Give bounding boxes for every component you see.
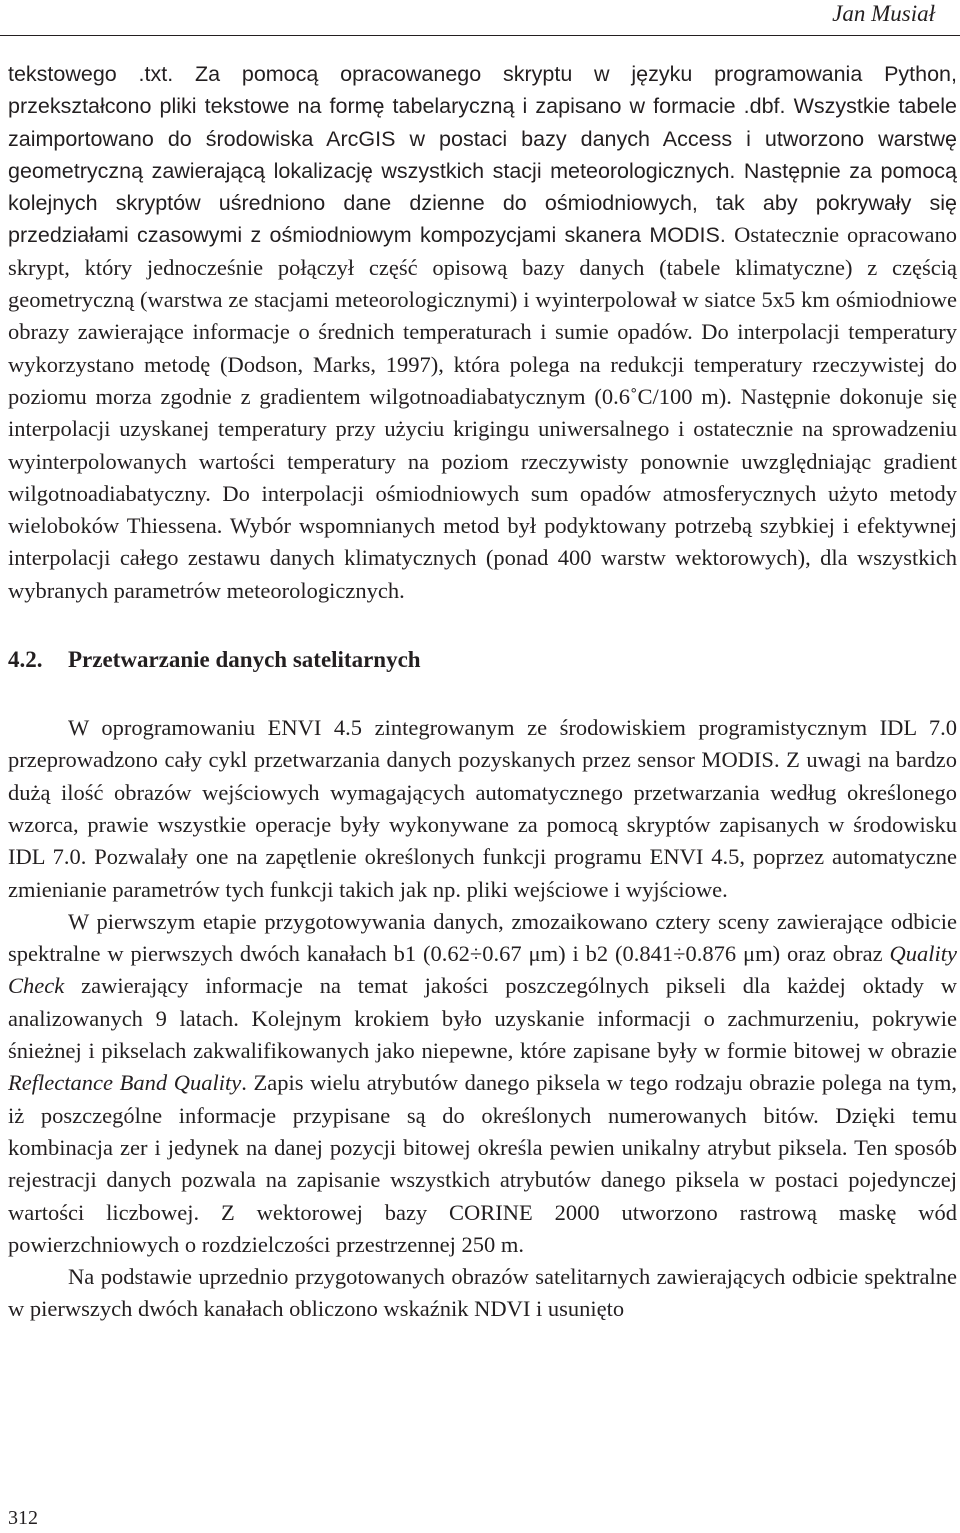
paragraph-scripts-intro [8, 58, 957, 607]
paragraph-text: W pierwszym etapie przygotowywania danych, zmozaikowano cztery sceny zawierające odbicie spektralne w pierwszych dwóch kanałach b1 (0.62÷0.67 μm) i b2 (0.841÷0.876 μm) oraz obraz [8, 908, 957, 967]
term-reflectance-band-quality: Reflectance Band Quality [8, 1070, 242, 1096]
paragraph-text: zawierający informacje na temat jakości poszczególnych pikseli dla każdej oktady w analizowanych 9 latach. Kolejnym krokiem było uzyskanie informacji o zachmurzeniu, pokrywie śnieżnej i pikselach zakwalifikowanych jako niepewne, które zapisane były w formie bitowej w obrazie [8, 973, 957, 1064]
header-divider [0, 35, 960, 36]
paragraph-ndvi: Na podstawie uprzednio przygotowanych obrazów satelitarnych zawierających odbicie spektralne w pierwszych dwóch kanałach obliczono wskaźnik NDVI i usunięto [8, 1264, 957, 1322]
section-title: Przetwarzanie danych satelitarnych [68, 647, 421, 673]
page-number: 312 [8, 1507, 38, 1529]
paragraph-mosaic-stage [8, 906, 957, 1261]
section-heading [8, 644, 957, 676]
paragraph-text: tekstowego .txt. Za pomocą opracowanego skryptu w języku programowania Python, przekształcono pliki tekstowe na formę tabelaryczną i zapisano w formacie .dbf. Wszystkie tabele zaimportowano do środowiska ArcGIS w postaci bazy danych Access i utworzono warstwę geometryczną zawierającą lokalizację wszystkich stacji meteorologicznych. Następnie za pomocą kolejnych skryptów uśredniono dane dzienne do ośmiodniowych, tak aby pokrywały się przedziałami czasowymi z ośmiodniowym kompozycjami skanera MODIS. [8, 62, 957, 248]
page-body [8, 58, 957, 1326]
running-header-author: Jan Musiał [832, 1, 935, 26]
section-number: 4.2. [8, 647, 43, 673]
paragraph-envi-processing: W oprogramowaniu ENVI 4.5 zintegrowanym ze środowiskiem programistycznym IDL 7.0 przeprowadzono cały cykl przetwarzania danych pozyskanych przez sensor MODIS. Z uwagi na bardzo dużą ilość obrazów wejściowych wymagających automatycznego przetwarzania według określonego wzorca, prawie wszystkie operacje były wykonywane za pomocą skryptów zapisanych w środowisku IDL 7.0. Pozwalały one na zapętlenie określonych funkcji programu ENVI 4.5, poprzez automatyczne zmienianie parametrów tych funkcji takich jak np. pliki wejściowe i wyjściowe. [8, 715, 957, 902]
paragraph-text: . Zapis wielu atrybutów danego piksela w tego rodzaju obrazie polega na tym, iż poszczególne informacje przypisane są do określonych numerowanych bitów. Dzięki temu kombinacja zer i jedynek na danej pozycji bitowej określa pewien unikalny atrybut piksela. Ten sposób rejestracji danych pozwala na zapisanie wszystkich atrybutów danego piksela w postaci pojedynczej wartości liczbowej. Z wektorowej bazy CORINE 2000 utworzono rastrową maskę wód powierzchniowych o rozdzielczości przestrzennej 250 m. [8, 1070, 957, 1257]
paragraph-text-continued: Ostatecznie opracowano skrypt, który jednocześnie połączył część opisową bazy danych (tabele klimatyczne) z częścią geometryczną (warstwa ze stacjami meteorologicznymi) i wyinterpolował w siatce 5x5 km ośmiodniowe obrazy zawierające informacje o średnich temperaturach i sumie opadów. Do interpolacji temperatury wykorzystano metodę (Dodson, Marks, 1997), która polega na redukcji temperatury rzeczywistej do poziomu morza zgodnie z gradientem wilgotnoadiabatycznym (0.6˚C/100 m). Następnie dokonuje się interpolacji uzyskanej temperatury przy użyciu krigingu uniwersalnego i ostatecznie na sprowadzeniu wyinterpolowanych wartości temperatury na poziom rzeczywisty ponownie uwzględniając gradient wilgotnoadiabatyczny. Do interpolacji ośmiodniowych sum opadów atmosferycznych użyto metody wieloboków Thiessena. Wybór wspomnianych metod był podyktowany potrzebą szybkiej i efektywnej interpolacji całego zestawu danych klimatycznych (ponad 400 warstw wektorowych), dla wszystkich wybranych parametrów meteorologicznych. [8, 222, 957, 603]
term-quality-check: Quality Check [8, 941, 957, 999]
